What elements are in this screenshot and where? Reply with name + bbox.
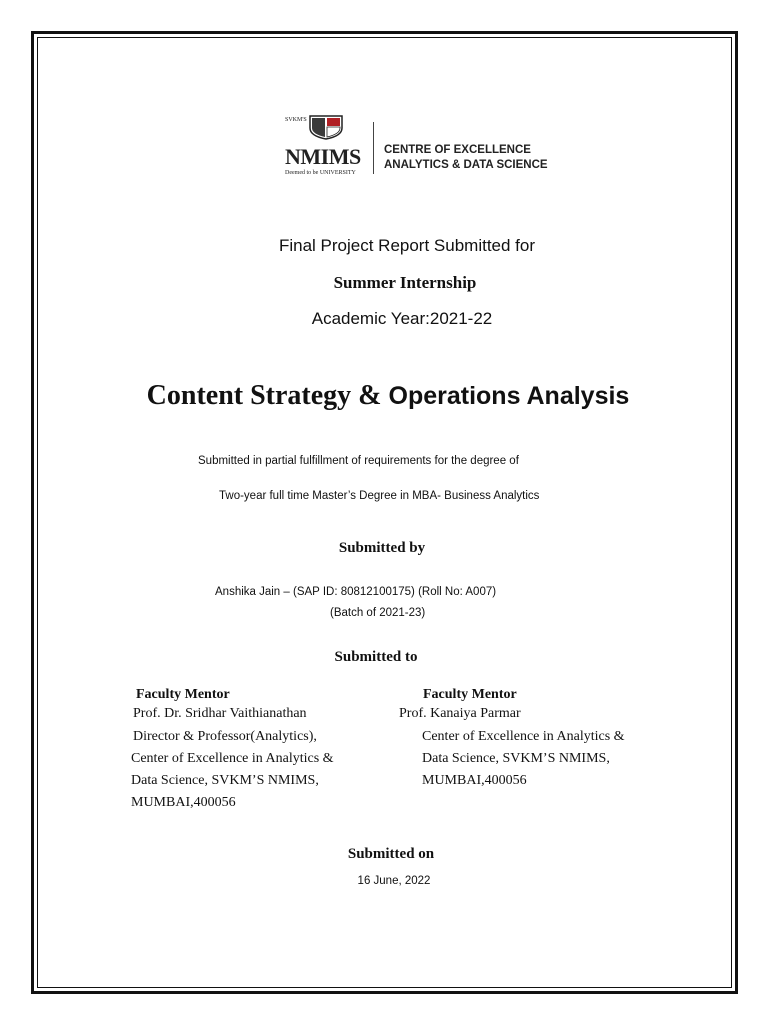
report-line: Final Project Report Submitted for <box>278 236 536 255</box>
nmims-crest-icon <box>308 114 344 140</box>
mentor1-line: Data Science, SVKM’S NMIMS, <box>131 773 319 788</box>
report-title-part1: Content Strategy & <box>146 380 389 411</box>
fulfillment-line2: Two-year full time Master’s Degree in MBA- Business Analytics <box>219 490 540 502</box>
program-name: Summer Internship <box>333 273 477 292</box>
mentor1-label: Faculty Mentor <box>136 687 230 702</box>
student-batch: (Batch of 2021-23) <box>330 607 426 619</box>
logo-centre-line2: ANALYTICS & DATA SCIENCE <box>384 159 548 171</box>
mentor2-name: Prof. Kanaiya Parmar <box>399 706 521 721</box>
submitted-on-heading: Submitted on <box>347 846 435 862</box>
mentor1-line: Director & Professor(Analytics), <box>133 729 317 744</box>
logo-brand-name: NMIMS <box>285 144 361 169</box>
report-title <box>4 380 768 412</box>
submitted-to-heading: Submitted to <box>334 649 418 665</box>
mentor2-line: Center of Excellence in Analytics & <box>422 729 625 744</box>
logo-brand-top: SVKM'S <box>285 117 307 123</box>
nmims-coe-logo <box>283 114 573 182</box>
logo-brand-sub: Deemed to be UNIVERSITY <box>285 170 356 176</box>
submitted-by-heading: Submitted by <box>338 540 426 556</box>
fulfillment-line1: Submitted in partial fulfillment of requirements for the degree of <box>198 455 519 467</box>
logo-divider <box>373 122 374 174</box>
report-title-part2: Operations Analysis <box>388 382 630 410</box>
mentor2-label: Faculty Mentor <box>423 687 517 702</box>
mentor2-line: MUMBAI,400056 <box>422 773 527 788</box>
mentor1-line: Center of Excellence in Analytics & <box>131 751 334 766</box>
submission-date: 16 June, 2022 <box>357 875 431 887</box>
mentor2-line: Data Science, SVKM’S NMIMS, <box>422 751 610 766</box>
mentor1-line: MUMBAI,400056 <box>131 795 236 810</box>
mentor1-name: Prof. Dr. Sridhar Vaithianathan <box>133 706 307 721</box>
logo-centre-line1: CENTRE OF EXCELLENCE <box>384 144 531 156</box>
student-details: Anshika Jain – (SAP ID: 80812100175) (Roll No: A007) <box>215 586 497 598</box>
academic-year: Academic Year:2021-22 <box>311 309 493 328</box>
